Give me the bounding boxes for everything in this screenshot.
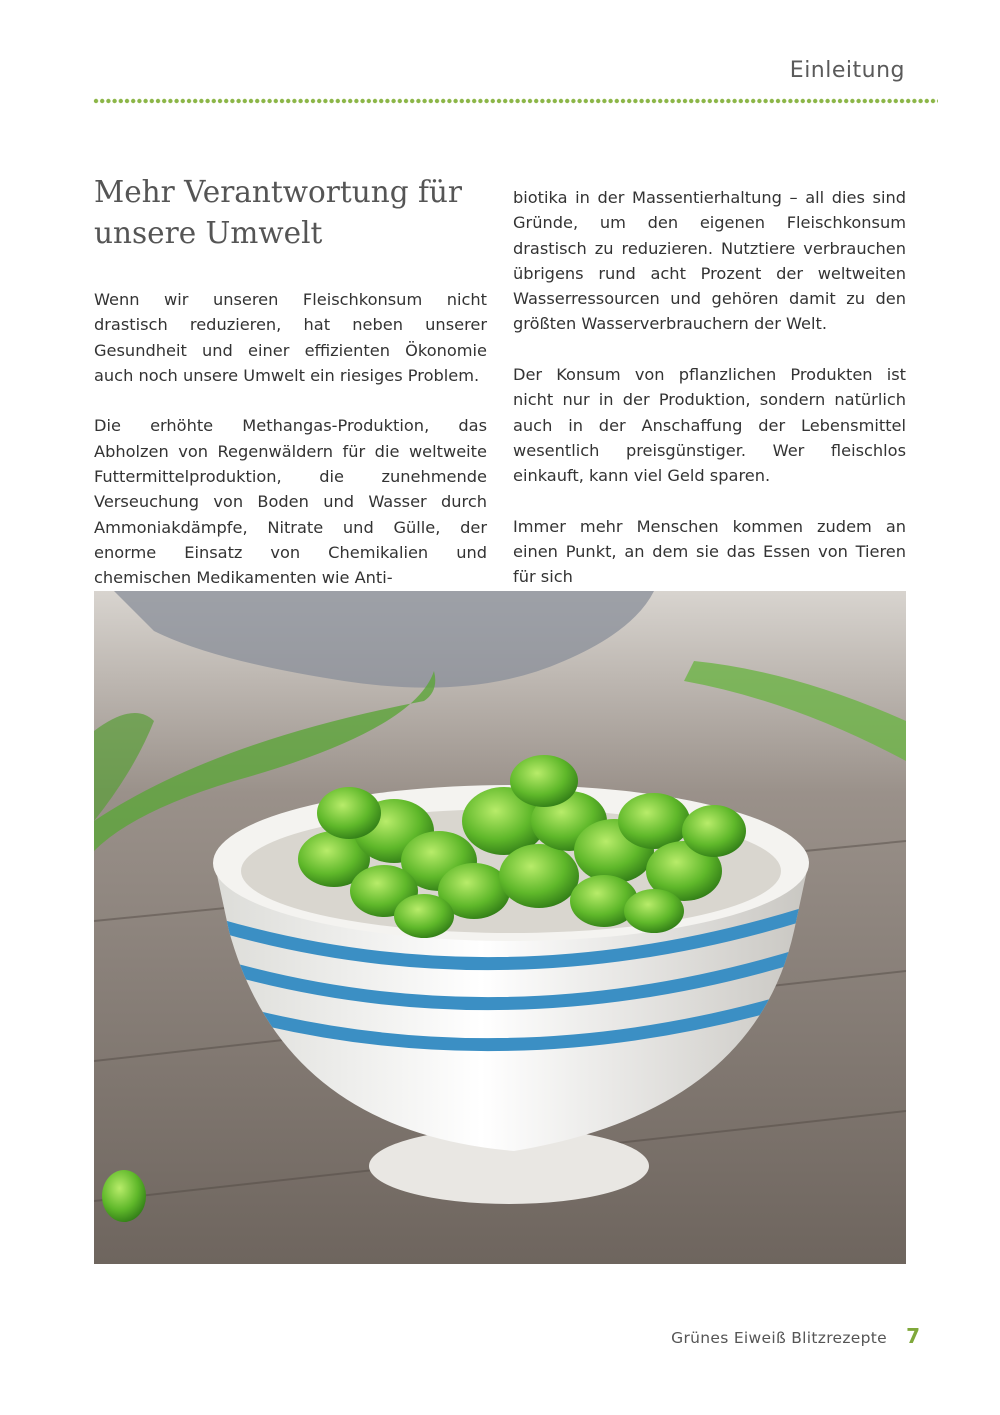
left-column bbox=[94, 287, 487, 591]
paragraph: Die erhöhte Methangas-Produktion, das Abholzen von Regenwäldern für die weltweite Futtermittelproduktion, die zunehmende Verseuchung von Boden und Wasser durch Ammoniakdämpfe, Nitrate und Gülle, der enorme Einsatz von Chemikalien und chemischen Medikamenten wie Anti- bbox=[94, 416, 487, 588]
paragraph: Wenn wir unseren Fleischkonsum nicht drastisch reduzieren, hat neben unserer Gesundheit und einer effizienten Ökonomie auch noch unsere Umwelt ein riesiges Problem. bbox=[94, 290, 487, 385]
paragraph: Immer mehr Menschen kommen zudem an einen Punkt, an dem sie das Essen von Tieren für sich bbox=[513, 516, 906, 587]
paragraph: biotika in der Massentierhaltung – all dies sind Gründe, um den eigenen Fleischkonsum drastisch zu reduzieren. Nutztiere verbrauchen übrigens rund acht Prozent der weltweiten Wasserressourcen und gehören damit zu den größten Wasserverbrauchern der Welt. bbox=[513, 188, 906, 334]
article-title: Mehr Verantwortung für unsere Umwelt bbox=[94, 175, 462, 250]
dotted-divider bbox=[93, 97, 938, 105]
page-number: 7 bbox=[906, 1324, 920, 1348]
bean-bowl-photo bbox=[94, 591, 906, 1264]
book-title: Grünes Eiweiß Blitzrezepte bbox=[671, 1329, 887, 1347]
right-column bbox=[513, 185, 906, 590]
section-label: Einleitung bbox=[789, 58, 905, 83]
paragraph: Der Konsum von pflanzlichen Produkten ist nicht nur in der Produktion, sondern natürlich auch in der Anschaffung der Lebensmittel wesentlich preisgünstiger. Wer fleischlos einkauft, kann viel Geld sparen. bbox=[513, 365, 906, 486]
